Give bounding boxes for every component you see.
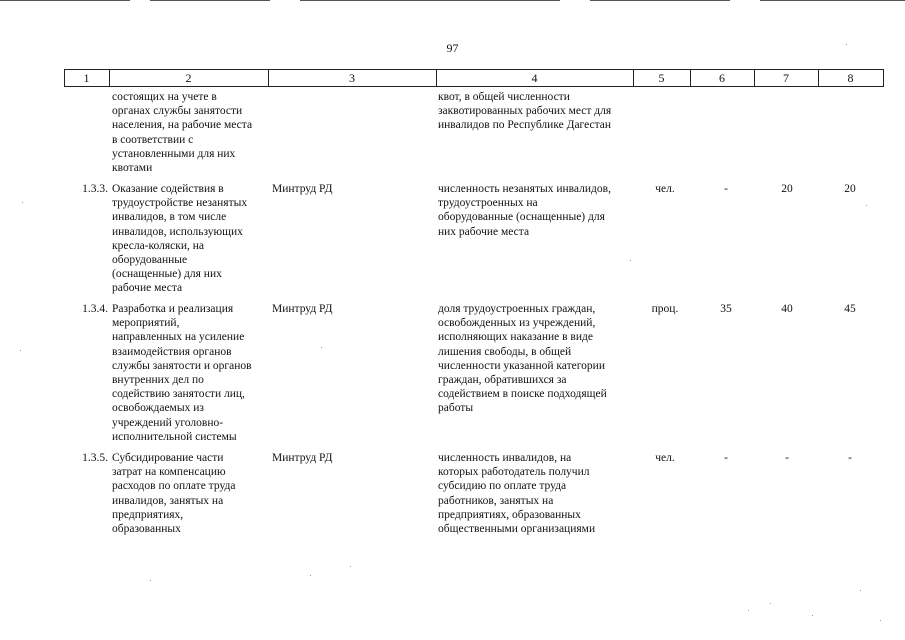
row-unit: чел. (655, 452, 675, 464)
scan-top-edge (0, 0, 905, 2)
header-col-8: 8 (847, 71, 854, 85)
row-value-col6: - (724, 452, 728, 464)
page-number: 97 (446, 41, 459, 55)
row-executor: Минтруд РД (272, 183, 333, 195)
row-value-col7: 40 (781, 303, 793, 315)
row-value-col6: - (724, 183, 728, 195)
row-number: 1.3.5. (82, 452, 108, 464)
row-indicator: доля трудоустроенных граждан, освобожденных из учреждений, исполняющих наказание в виде лишения свободы, в общей численности указанной категории граждан, обратившихся за содействием в поиске подходящей работы (438, 303, 607, 415)
header-col-4: 4 (531, 71, 538, 85)
row-indicator: численность незанятых инвалидов, трудоустроенных на оборудованные (оснащенные) для них рабочие места (438, 183, 611, 238)
table-header (64, 69, 884, 87)
row-measure-name: состоящих на учете в органах службы занятости населения, на рабочие места в соответствии с установленными для них квотами (112, 91, 253, 175)
row-number: 1.3.4. (82, 303, 108, 315)
row-value-col8: 45 (844, 303, 856, 315)
row-measure-name: Оказание содействия в трудоустройстве незанятых инвалидов, в том числе инвалидов, использующих кресла-коляски, на оборудованные (оснащенные) для них рабочие места (112, 183, 248, 295)
header-col-3: 3 (349, 71, 355, 85)
header-col-5: 5 (658, 71, 665, 85)
row-executor: Минтруд РД (272, 452, 333, 464)
row-value-col8: - (848, 452, 852, 464)
row-unit: проц. (651, 303, 679, 315)
header-col-6: 6 (719, 71, 725, 85)
row-indicator: квот, в общей численности заквотированных рабочих мест для инвалидов по Республике Дагестан (438, 91, 612, 132)
row-number: 1.3.3. (82, 183, 108, 195)
row-value-col7: 20 (781, 183, 793, 195)
header-col-1: 1 (83, 71, 90, 85)
header-col-7: 7 (783, 71, 789, 85)
row-unit: чел. (655, 183, 675, 195)
row-measure-name: Субсидирование части затрат на компенсацию расходов по оплате труда инвалидов, занятых на предприятиях, образованных (112, 452, 236, 536)
row-indicator: численность инвалидов, на которых работодатель получил субсидию по оплате труда работников, занятых на предприятиях, образованных общественными организациями (438, 452, 596, 536)
row-measure-name: Разработка и реализация мероприятий, направленных на усиление взаимодействия органов службы занятости и органов внутренних дел по содействию занятости лиц, освобождаемых из учреждений уголовно- исполнительной системы (112, 303, 252, 443)
row-value-col8: 20 (844, 183, 856, 195)
row-value-col6: 35 (720, 303, 732, 315)
header-col-2: 2 (185, 71, 192, 85)
row-value-col7: - (785, 452, 789, 464)
row-executor: Минтруд РД (272, 303, 333, 315)
